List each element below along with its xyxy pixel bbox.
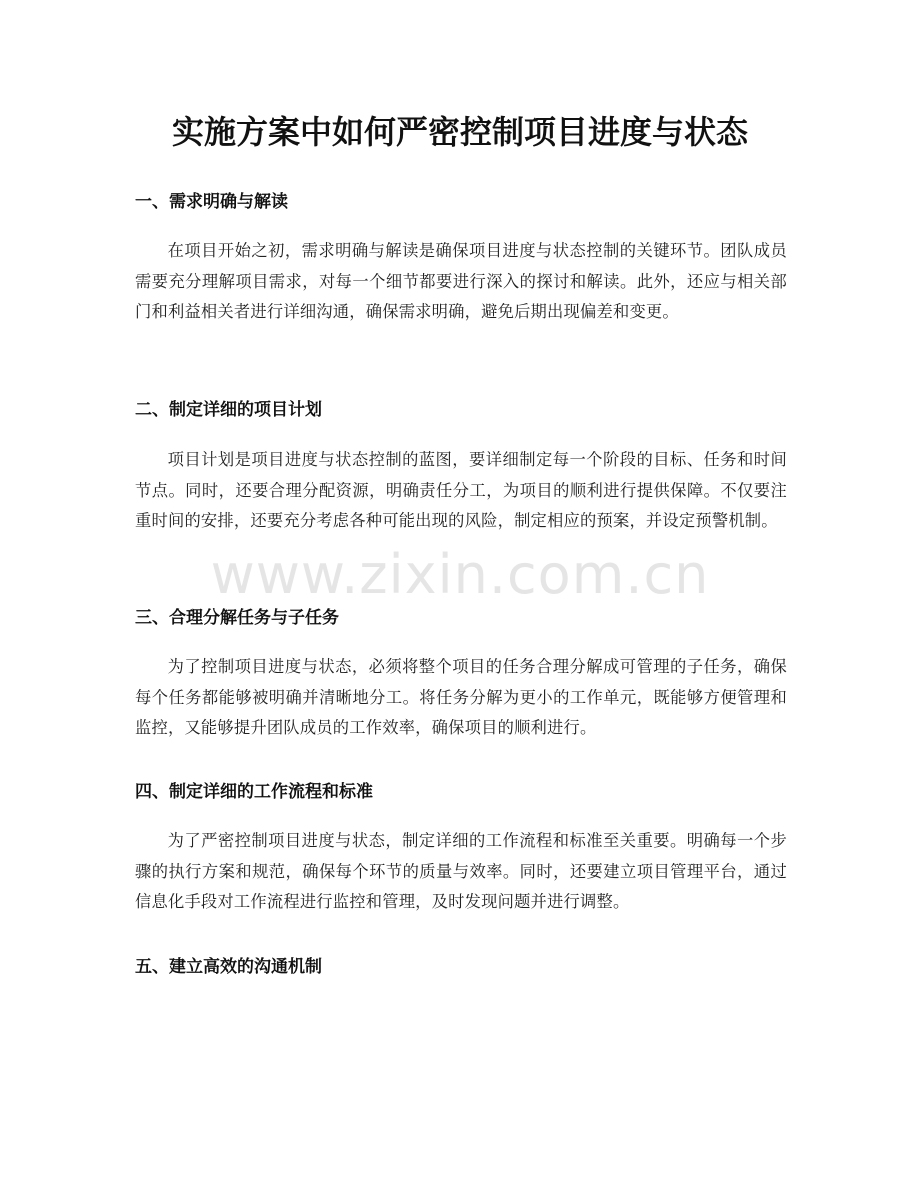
section-paragraph-3: 为了控制项目进度与状态，必须将整个项目的任务合理分解成可管理的子任务，确保每个任务都能够被明确并清晰地分工。将任务分解为更小的工作单元，既能够方便管理和监控，又能够提升团队成员的工作效率，确保项目的顺利进行。: [135, 657, 787, 737]
document-title: 实施方案中如何严密控制项目进度与状态: [171, 113, 748, 151]
section-heading-4: 四、制定详细的工作流程和标准: [135, 782, 373, 802]
section-paragraph-1: 在项目开始之初，需求明确与解读是确保项目进度与状态控制的关键环节。团队成员需要充分理解项目需求，对每一个细节都要进行深入的探讨和解读。此外，还应与相关部门和利益相关者进行详细沟通，确保需求明确，避免后期出现偏差和变更。: [135, 241, 787, 321]
section-heading-2: 二、制定详细的项目计划: [135, 400, 322, 420]
section-heading-5: 五、建立高效的沟通机制: [135, 957, 322, 977]
section-heading-3: 三、合理分解任务与子任务: [135, 608, 339, 628]
section-paragraph-2: 项目计划是项目进度与状态控制的蓝图，要详细制定每一个阶段的目标、任务和时间节点。同时，还要合理分配资源，明确责任分工，为项目的顺利进行提供保障。不仅要注重时间的安排，还要充分考虑各种可能出现的风险，制定相应的预案，并设定预警机制。: [135, 450, 787, 530]
section-heading-1: 一、需求明确与解读: [135, 192, 288, 212]
section-paragraph-4: 为了严密控制项目进度与状态，制定详细的工作流程和标准至关重要。明确每一个步骤的执行方案和规范，确保每个环节的质量与效率。同时，还要建立项目管理平台，通过信息化手段对工作流程进行监控和管理，及时发现问题并进行调整。: [135, 831, 787, 911]
watermark-text: www.zixin.com.cn: [210, 543, 710, 606]
